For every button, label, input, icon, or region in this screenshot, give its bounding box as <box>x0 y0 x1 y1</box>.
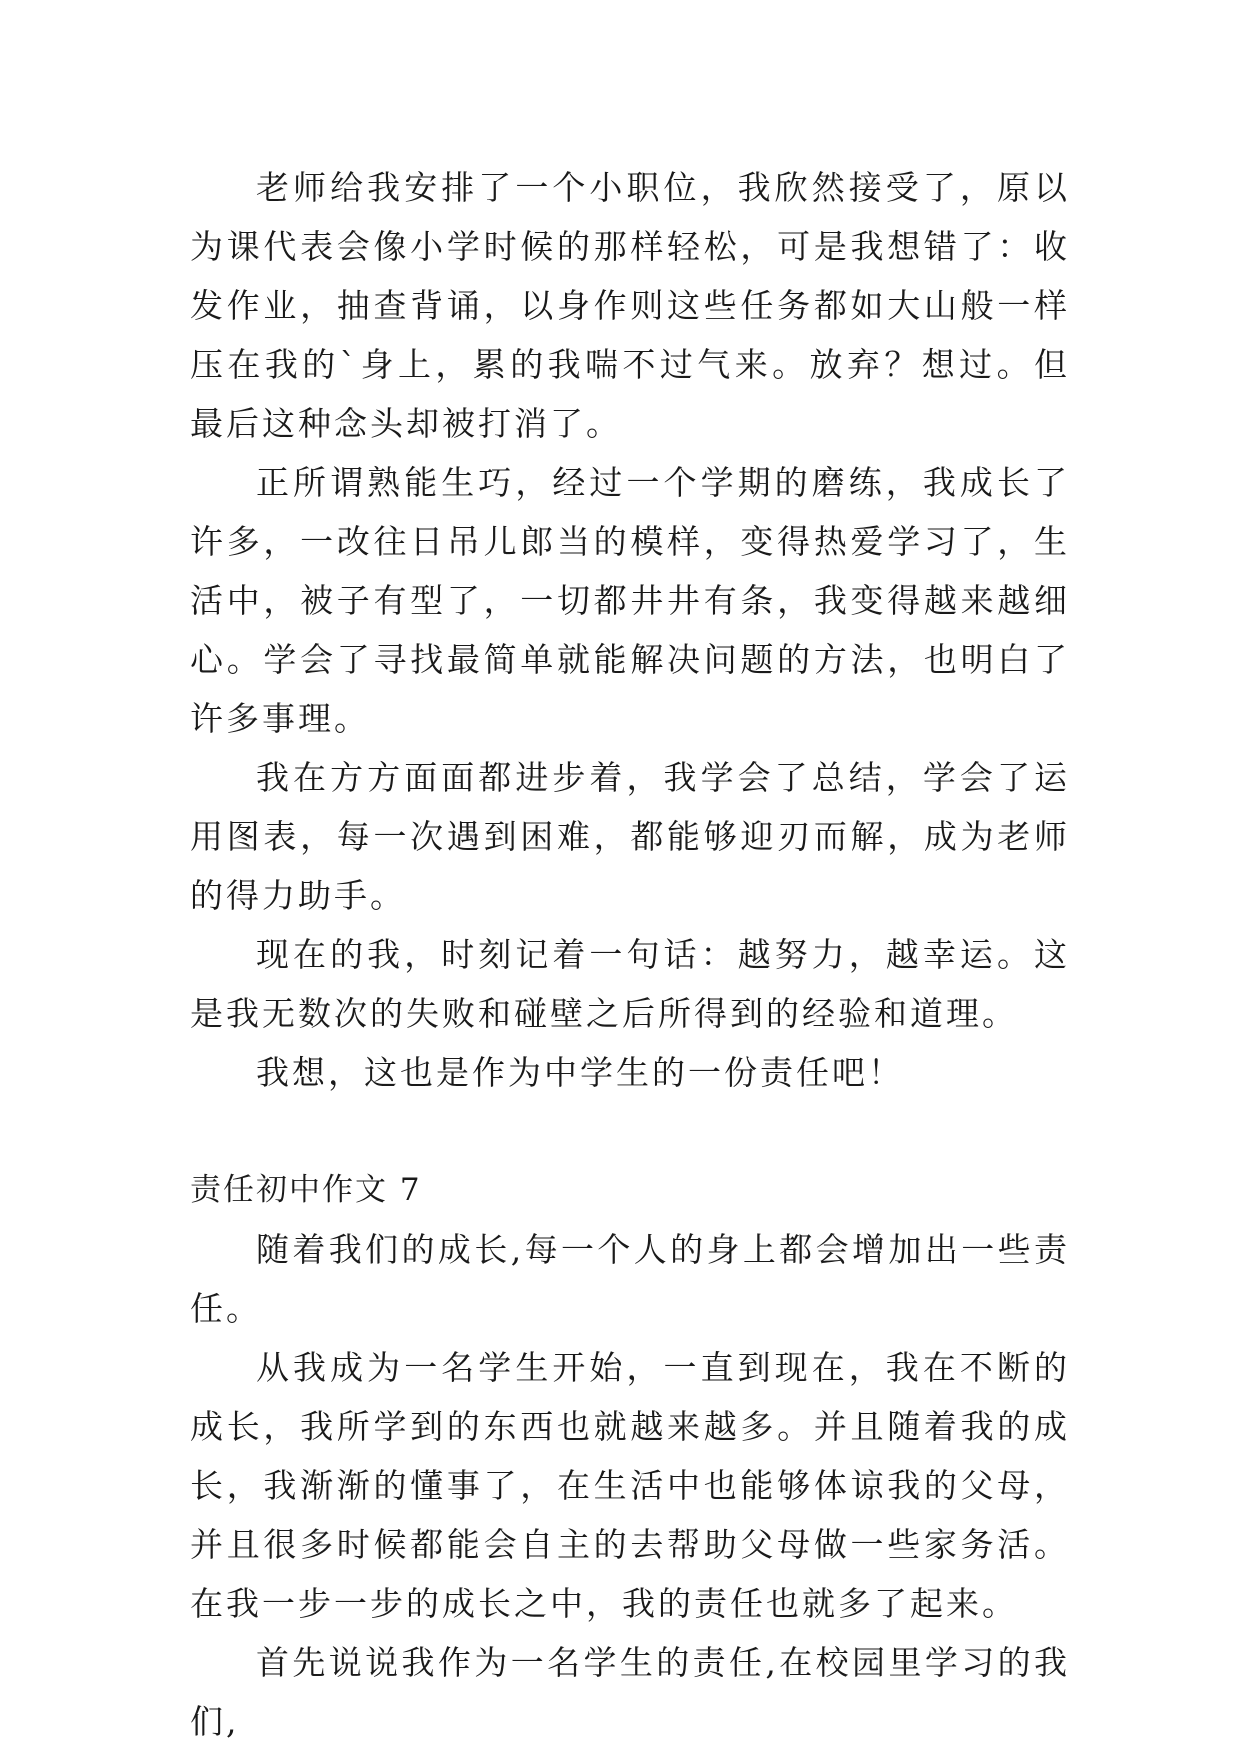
document-body <box>190 158 1070 1751</box>
paragraph: 现在的我，时刻记着一句话：越努力，越幸运。这是我无数次的失败和碰壁之后所得到的经验和道理。 <box>190 935 1070 1033</box>
paragraph: 我想，这也是作为中学生的一份责任吧！ <box>256 1053 904 1092</box>
section-title: 责任初中作文 7 <box>190 1172 422 1208</box>
paragraph: 随着我们的成长,每一个人的身上都会增加出一些责任。 <box>190 1230 1070 1328</box>
paragraph: 老师给我安排了一个小职位，我欣然接受了，原以为课代表会像小学时候的那样轻松，可是我想错了：收发作业，抽查背诵，以身作则这些任务都如大山般一样压在我的`身上，累的我喘不过气来。放弃？想过。但最后这种念头却被打消了。 <box>190 168 1070 443</box>
paragraph: 正所谓熟能生巧，经过一个学期的磨练，我成长了许多，一改往日吊儿郎当的模样，变得热爱学习了，生活中，被子有型了，一切都井井有条，我变得越来越细心。学会了寻找最简单就能解决问题的方法，也明白了许多事理。 <box>190 463 1070 738</box>
paragraph: 我在方方面面都进步着，我学会了总结，学会了运用图表，每一次遇到困难，都能够迎刃而解，成为老师的得力助手。 <box>190 758 1070 915</box>
paragraph: 从我成为一名学生开始，一直到现在，我在不断的成长，我所学到的东西也就越来越多。并且随着我的成长，我渐渐的懂事了，在生活中也能够体谅我的父母，并且很多时候都能会自主的去帮助父母做一些家务活。在我一步一步的成长之中，我的责任也就多了起来。 <box>190 1348 1070 1623</box>
paragraph: 首先说说我作为一名学生的责任,在校园里学习的我们, <box>190 1643 1070 1741</box>
